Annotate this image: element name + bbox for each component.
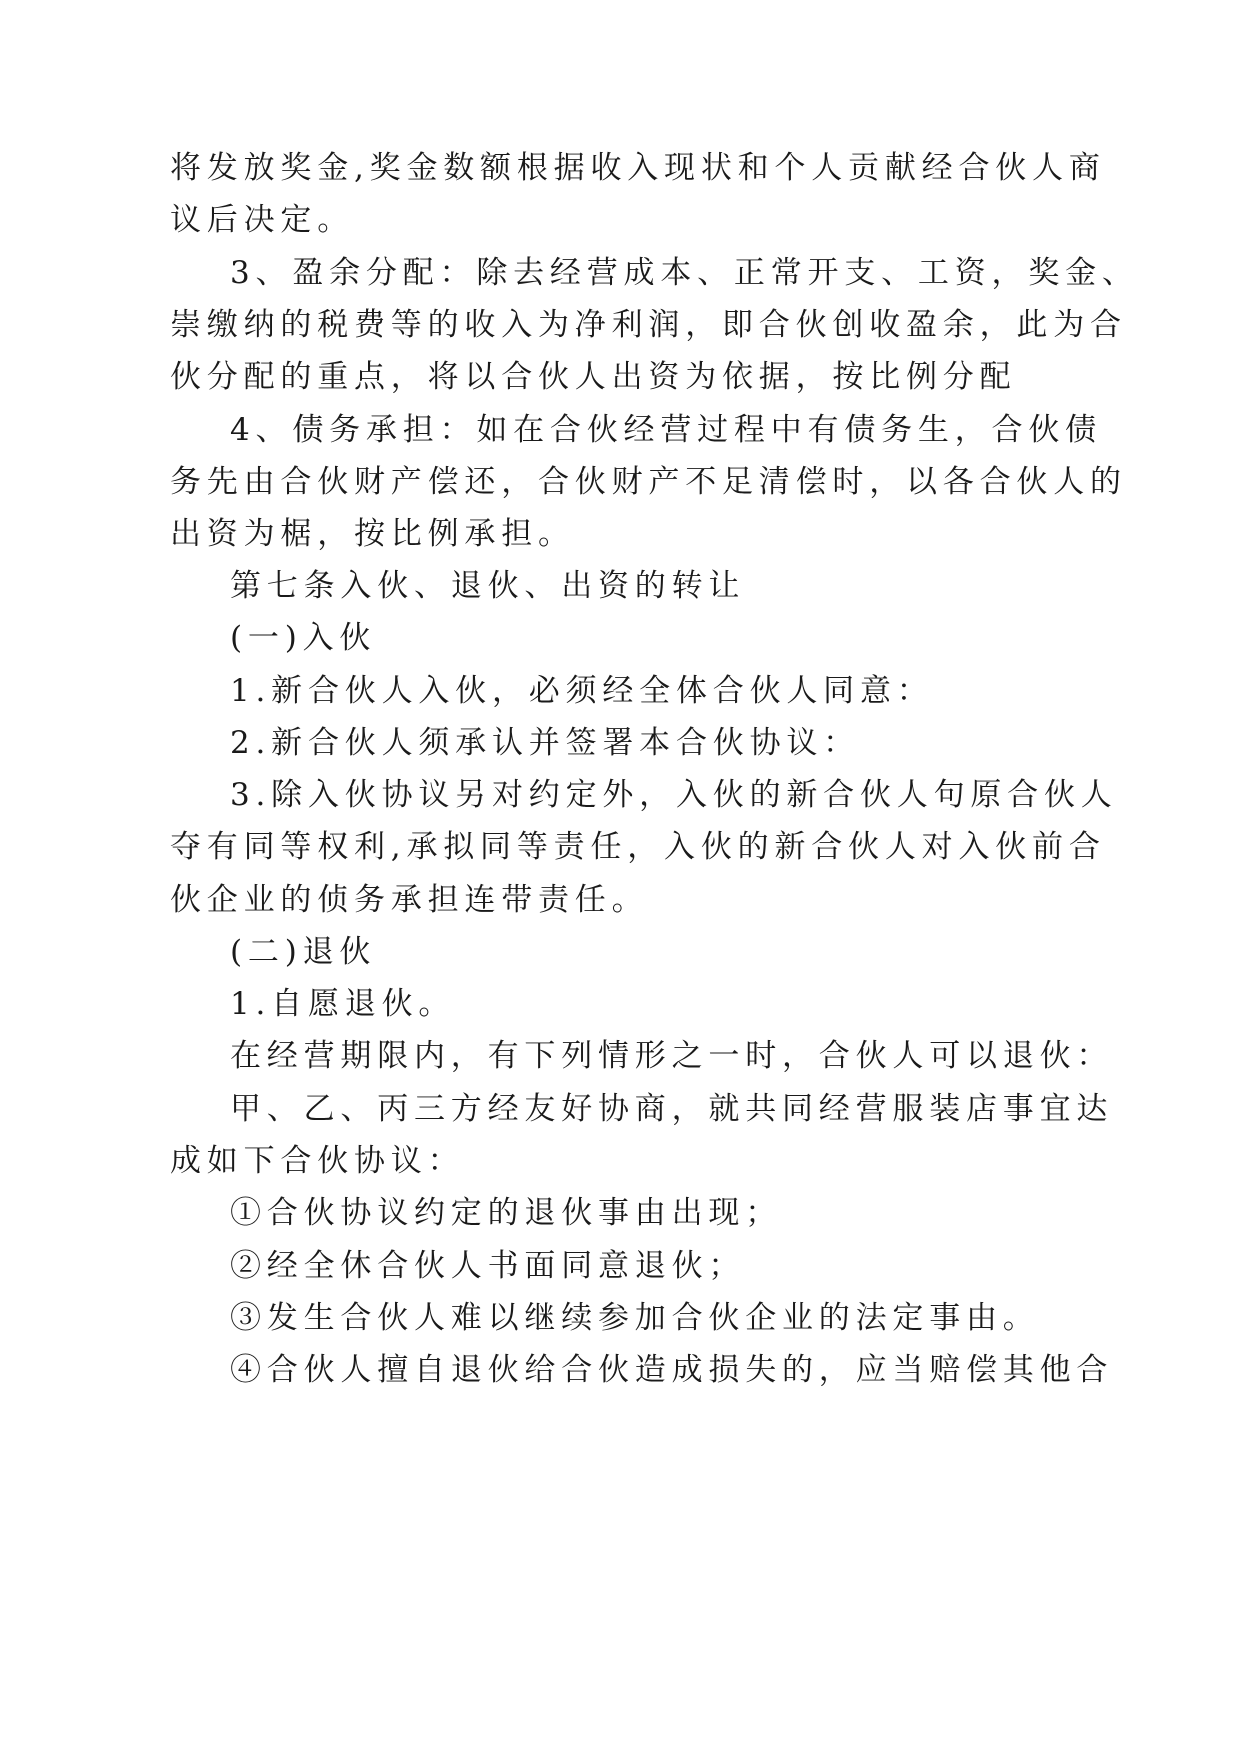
text-line: 成如下合伙协议： <box>170 1143 465 1179</box>
text-line: 1.新合伙人入伙，必须经全体合伙人同意： <box>230 673 934 709</box>
text-line: 将发放奖金,奖金数额根据收入现状和个人贡献经合伙人商 <box>170 150 1106 186</box>
subsection-heading: (一)入伙 <box>230 620 377 656</box>
text-line: ②经全休合伙人书面同意退伙； <box>230 1248 746 1284</box>
text-line: 崇缴纳的税费等的收入为净利润，即合伙创收盈余，此为合 <box>170 307 1127 343</box>
text-line: 4、债务承担：如在合伙经营过程中有债务生，合伙债 <box>230 412 1102 448</box>
text-line: 2.新合伙人须承认并签署本合伙协议： <box>230 725 860 761</box>
text-line: 出资为椐，按比例承担。 <box>170 516 575 552</box>
text-line: ④合伙人擅自退伙给合伙造成损失的，应当赔偿其他合 <box>230 1352 1114 1388</box>
text-line: 甲、乙、丙三方经友好协商，就共同经营服装店事宜达 <box>230 1091 1114 1127</box>
text-line: 议后决定。 <box>170 202 354 238</box>
text-line: ③发生合伙人难以继续参加合伙企业的法定事由。 <box>230 1300 1040 1336</box>
text-line: 在经营期限内，有下列情形之一时，合伙人可以退伙： <box>230 1038 1114 1074</box>
text-line: 伙企业的侦务承担连带责任。 <box>170 882 649 918</box>
text-line: 务先由合伙财产偿还，合伙财产不足清偿时，以各合伙人的 <box>170 464 1127 500</box>
text-line: 3.除入伙协议另对约定外，入伙的新合伙人句原合伙人 <box>230 777 1118 813</box>
subsection-heading: (二)退伙 <box>230 934 377 970</box>
section-heading: 第七条入伙、退伙、出资的转让 <box>230 568 746 604</box>
text-line: 夺有同等权利,承拟同等责任，入伙的新合伙人对入伙前合 <box>170 829 1106 865</box>
text-line: 1.自愿退伙。 <box>230 986 456 1022</box>
text-line: 3、盈余分配：除去经营成本、正常开支、工资，奖金、 <box>230 255 1139 291</box>
text-line: ①合伙协议约定的退伙事由出现； <box>230 1195 782 1231</box>
text-line: 伙分配的重点，将以合伙人出资为依据，按比例分配 <box>170 359 1017 395</box>
